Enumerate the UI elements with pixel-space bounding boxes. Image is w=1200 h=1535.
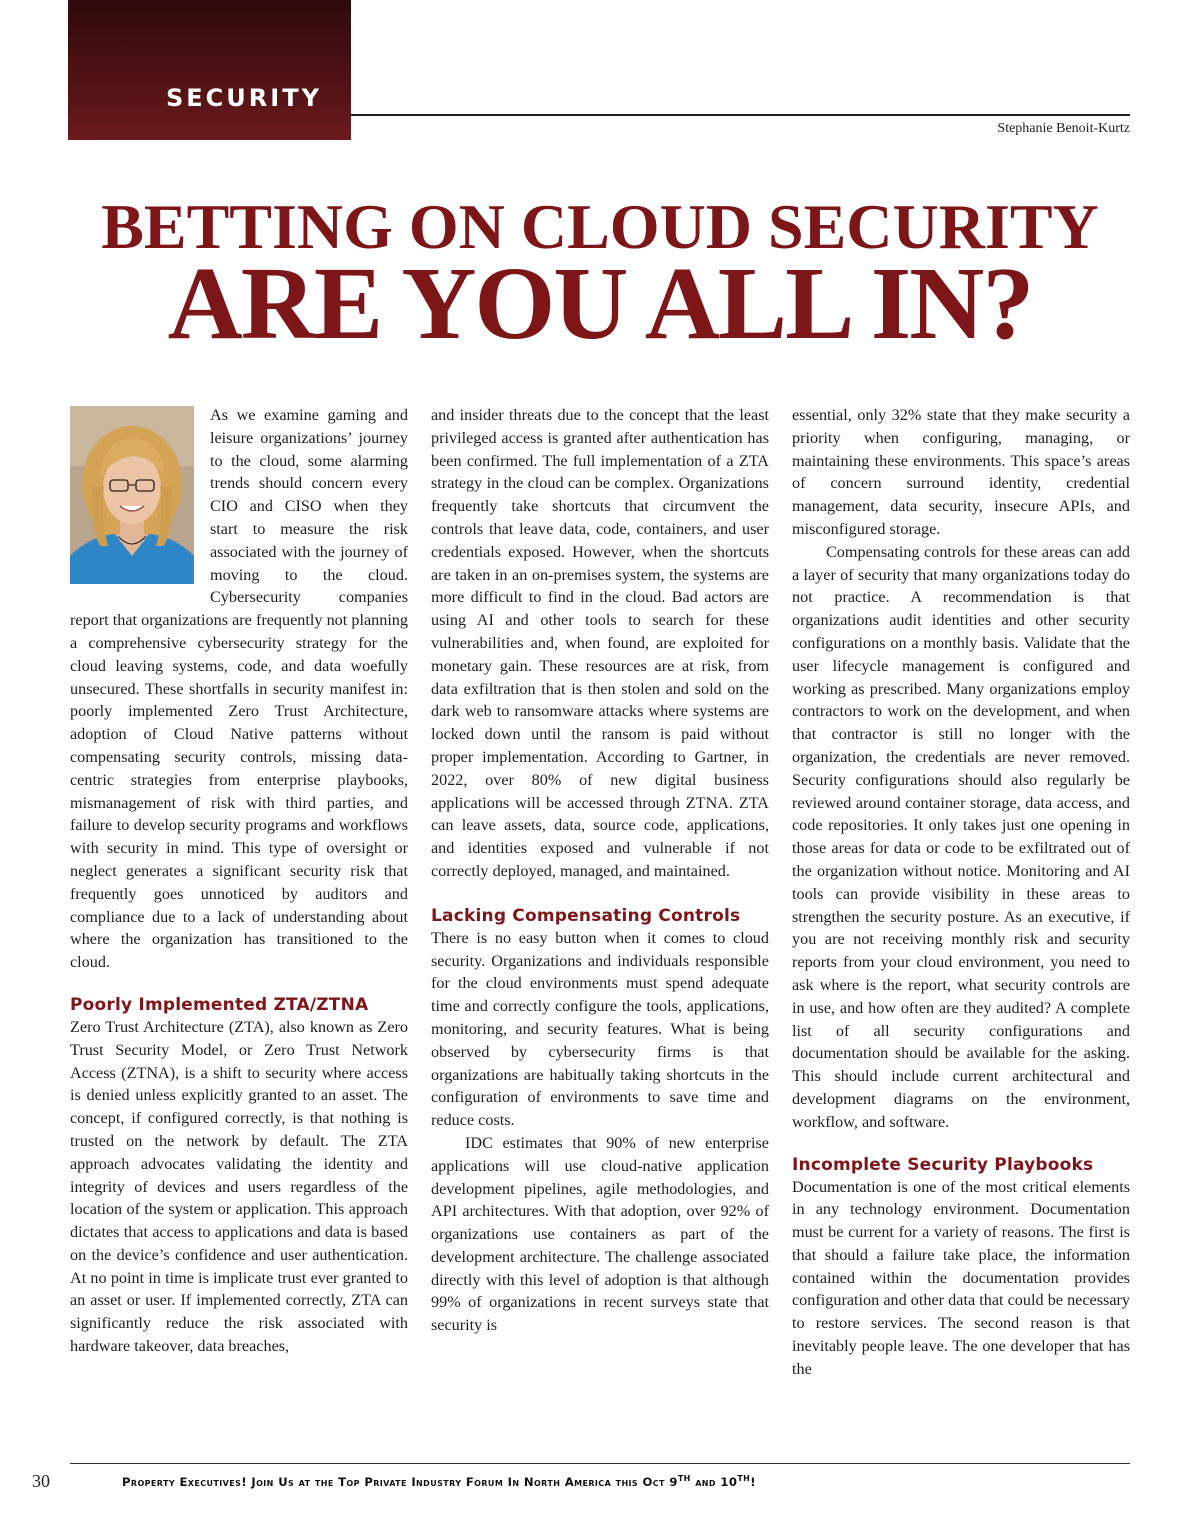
author-byline: Stephanie Benoit-Kurtz <box>997 121 1130 136</box>
column-1 <box>70 404 408 1358</box>
footer-promo <box>122 1474 756 1489</box>
footer-promo-main: Property Executives! Join Us at the Top Private Industry Forum In North America this Oct 9 <box>122 1474 678 1489</box>
paragraph-security-priority: essential, only 32% state that they make security a priority when configuring, managing, or maintaining these environments. This space’s areas of concern surround identity, credential management, data security, insecure APIs, and misconfigured storage. <box>792 406 1130 538</box>
heading-security-playbooks: Incomplete Security Playbooks <box>792 1154 1094 1175</box>
section-label: SECURITY <box>166 84 322 112</box>
paragraph-idc: IDC estimates that 90% of new enterprise applications will use cloud-native application development pipelines, agile methodologies, and API architectures. With that adoption, over 92% of organizations use containers as part of the development architecture. The challenge associated directly with this level of adoption is that although 99% of organizations in recent surveys state that security is <box>431 1133 769 1335</box>
page-number: 30 <box>32 1471 50 1491</box>
title-line-2: ARE YOU ALL IN? <box>167 246 1033 361</box>
paragraph-compensating-areas: Compensating controls for these areas can add a layer of security that many organizations today do not practice. A recommendation is that organizations audit identities and other security configurations on a monthly basis. Validate that the user lifecycle management is configured and working as prescribed. Many organizations employ contractors to work on the development, and when that contractor is still no longer with the organization, the credentials are never removed. Security configurations should also regularly be reviewed around container storage, data access, and code repositories. It only takes just one opening in those areas for data or code to be exfiltrated out of the organization without notice. Monitoring and AI tools can provide visibility in these areas to strengthen the security posture. As an executive, if you are not receiving monthly risk and security reports from your cloud environment, you need to ask where is the report, what security controls are in use, and how often are they audited? A complete list of all security configurations and documentation should be available for the asking. This should include current architectural and development diagrams on the environment, workflow, and software. <box>792 542 1130 1131</box>
column-2 <box>431 404 769 1337</box>
footer-promo-sup-2: TH <box>737 1474 751 1483</box>
footer-rule <box>70 1463 1130 1464</box>
section-tab <box>68 0 351 140</box>
heading-zta: Poorly Implemented ZTA/ZTNA <box>70 994 369 1015</box>
heading-compensating-controls: Lacking Compensating Controls <box>431 905 741 926</box>
footer-promo-end: ! <box>750 1474 756 1489</box>
title-line-1: BETTING ON CLOUD SECURITY <box>101 191 1099 262</box>
footer-promo-sup-1: TH <box>677 1474 691 1483</box>
paragraph-intro: As we examine gaming and leisure organizations’ journey to the cloud, some alarming trends should concern every CIO and CISO when they start to measure the risk associated with the journey of moving to the cloud. Cybersecurity companies report that organizations are frequently not planning a comprehensive cybersecurity strategy for the cloud leaving systems, code, and data woefully unsecured. These shortfalls in security manifest in: poorly implemented Zero Trust Architecture, adoption of Cloud Native patterns without compensating security controls, missing data-centric strategies from enterprise playbooks, mismanagement of risk with third parties, and failure to develop security programs and workflows with security in mind. This type of oversight or neglect generates a significant security risk that frequently goes unnoticed by auditors and compliance due to a lack of understanding about where the organization has transitioned to the cloud. <box>70 406 408 972</box>
paragraph-documentation: Documentation is one of the most critical elements in any technology environment. Documentation must be current for a variety of reasons. The first is that should a failure take place, the information contained within the documentation provides configuration and other data that could be necessary to restore services. The second reason is that inevitably people leave. The one developer that has the <box>792 1177 1130 1378</box>
paragraph-compensating-controls: There is no easy button when it comes to cloud security. Organizations and individuals responsible for the cloud environments must spend adequate time and correctly configure the tools, applications, monitoring, and security features. What is being observed by cybersecurity firms is that organizations are habitually taking shortcuts in the configuration of environments to save time and reduce costs. <box>431 928 769 1130</box>
column-3 <box>792 404 1130 1381</box>
author-photo <box>70 406 194 584</box>
footer-promo-mid: and 10 <box>690 1474 738 1489</box>
author-portrait-image <box>70 406 194 584</box>
paragraph-zta: Zero Trust Architecture (ZTA), also known as Zero Trust Security Model, or Zero Trust Network Access (ZTNA), is a shift to security where access is denied unless explicitly granted to an asset. The concept, if configured correctly, is that nothing is trusted on the network by default. The ZTA approach advocates validating the identity and integrity of devices and users regardless of the location of the system or application. This approach dictates that access to applications and data is based on the device’s confidence and user authentication. At no point in time is implicate trust ever granted to an asset or user. If implemented correctly, ZTA can significantly reduce the risk associated with hardware takeover, data breaches, <box>70 1017 408 1356</box>
paragraph-zta-continued: and insider threats due to the concept that the least privileged access is granted after authentication has been confirmed. The full implementation of a ZTA strategy in the cloud can be complex. Organizations frequently take shortcuts that circumvent the controls that leave data, code, containers, and user credentials exposed. However, when the shortcuts are taken in an on-premises system, the systems are more difficult to find in the cloud. Bad actors are using AI and other tools to search for these vulnerabilities and, when found, are exploited for monetary gain. These resources are at risk, from data exfiltration that is then stolen and sold on the dark web to ransomware attacks where systems are locked down until the ransom is paid without proper implementation. According to Gartner, in 2022, over 80% of new digital business applications will be accessed through ZTNA. ZTA can leave assets, data, source code, applications, and identities exposed and vulnerable if not correctly deployed, managed, and maintained. <box>431 406 769 880</box>
header-rule <box>351 114 1130 116</box>
